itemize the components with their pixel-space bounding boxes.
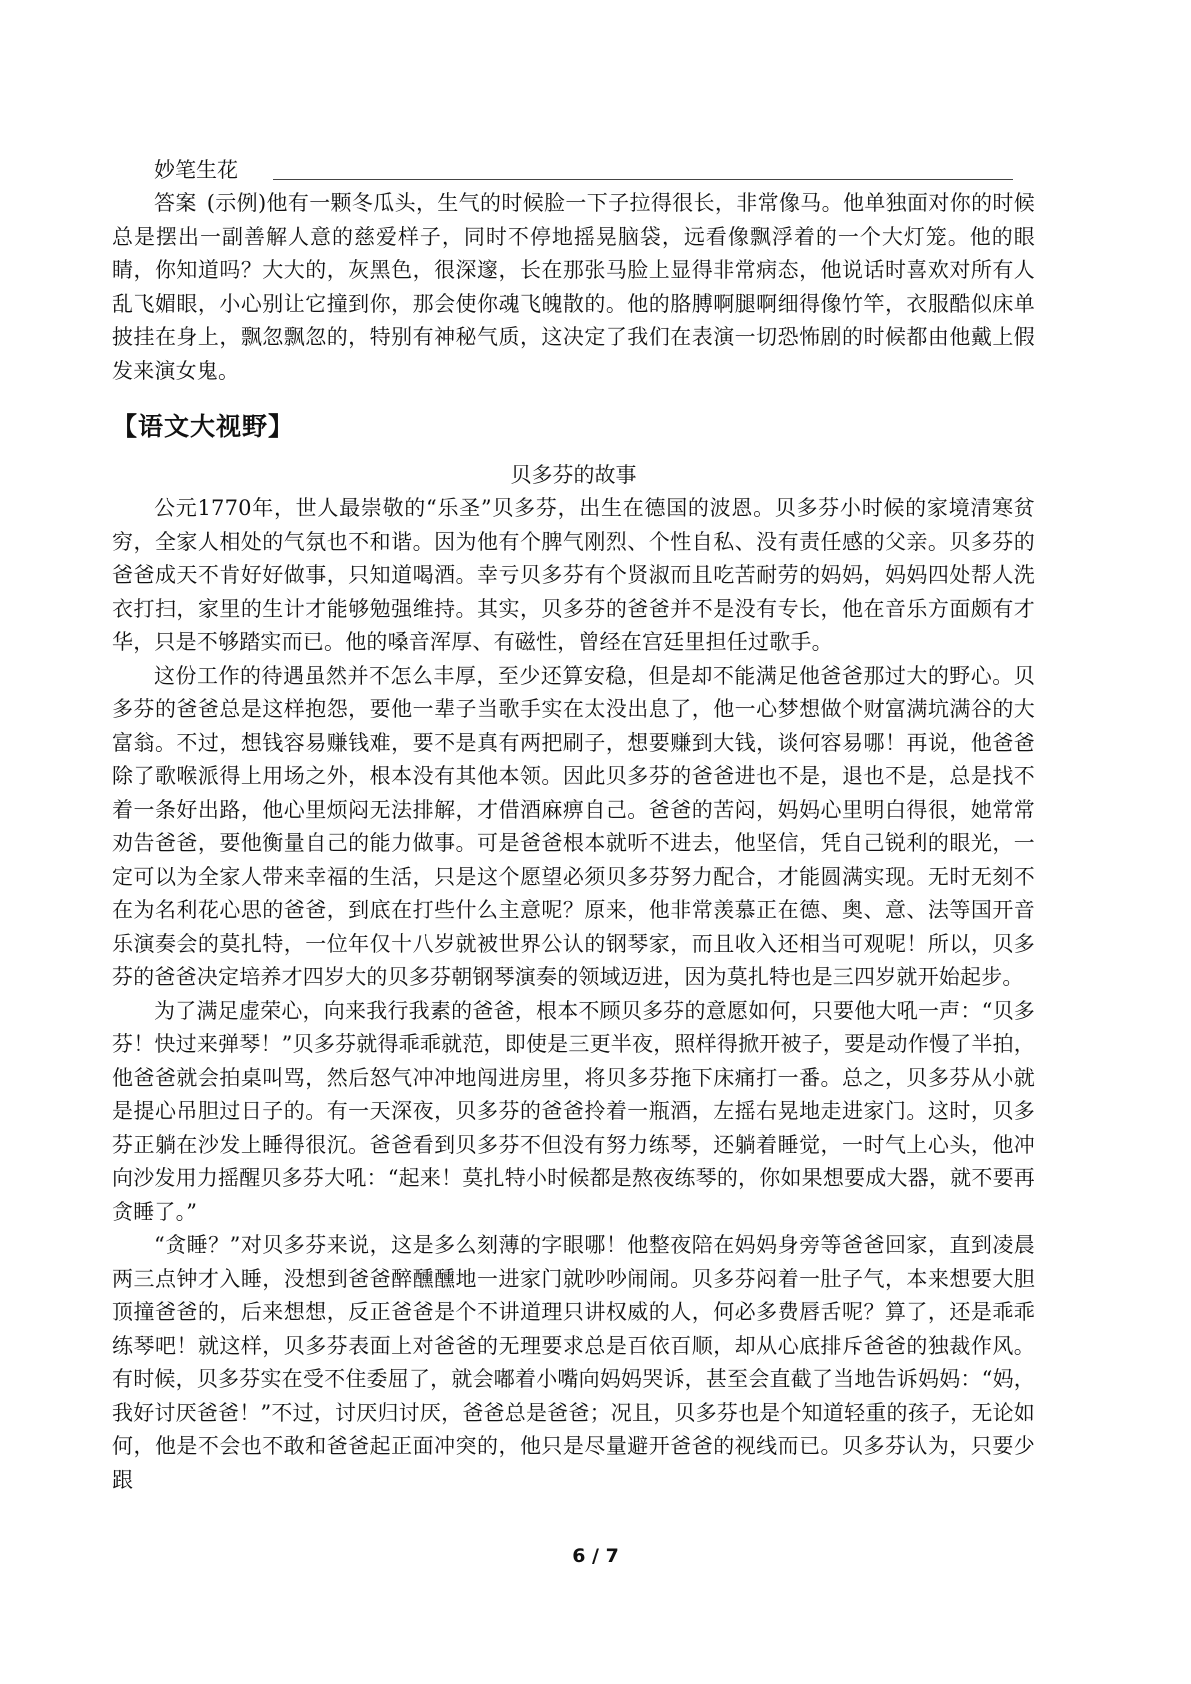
writing-prompt-label: 妙笔生花 (154, 158, 238, 182)
story-paragraph-1: 公元1770年，世人最崇敬的“乐圣”贝多芬，出生在德国的波恩。贝多芬小时候的家境清寒贫穷，全家人相处的气氛也不和谐。因为他有个脾气刚烈、个性自私、没有责任感的父亲。贝多芬的爸爸成天不肯好好做事，只知道喝酒。幸亏贝多芬有个贤淑而且吃苦耐劳的妈妈，妈妈四处帮人洗衣打扫，家里的生计才能够勉强维持。其实，贝多芬的爸爸并不是没有专长，他在音乐方面颇有才华，只是不够踏实而已。他的嗓音浑厚、有磁性，曾经在宫廷里担任过歌手。 (112, 496, 1035, 654)
page-content (112, 154, 1035, 1497)
story-paragraph-2: 这份工作的待遇虽然并不怎么丰厚，至少还算安稳，但是却不能满足他爸爸那过大的野心。贝多芬的爸爸总是这样抱怨，要他一辈子当歌手实在太没出息了，他一心梦想做个财富满坑满谷的大富翁。不过，想钱容易赚钱难，要不是真有两把刷子，想要赚到大钱，谈何容易哪！再说，他爸爸除了歌喉派得上用场之外，根本没有其他本领。因此贝多芬的爸爸进也不是，退也不是，总是找不着一条好出路，他心里烦闷无法排解，才借酒麻痹自己。爸爸的苦闷，妈妈心里明白得很，她常常劝告爸爸，要他衡量自己的能力做事。可是爸爸根本就听不进去，他坚信，凭自己锐利的眼光，一定可以为全家人带来幸福的生活，只是这个愿望必须贝多芬努力配合，才能圆满实现。无时无刻不在为名利花心思的爸爸，到底在打些什么主意呢？原来，他非常羡慕正在德、奥、意、法等国开音乐演奏会的莫扎特，一位年仅十八岁就被世界公认的钢琴家，而且收入还相当可观呢！所以，贝多芬的爸爸决定培养才四岁大的贝多芬朝钢琴演奏的领域迈进，因为莫扎特也是三四岁就开始起步。 (112, 663, 1035, 989)
answer-text: (示例)他有一颗冬瓜头，生气的时候脸一下子拉得很长，非常像马。他单独面对你的时候总是摆出一副善解人意的慈爱样子，同时不停地摇晃脑袋，远看像飘浮着的一个大灯笼。他的眼睛，你知道吗？大大的，灰黑色，很深邃，长在那张马脸上显得非常病态，他说话时喜欢对所有人乱飞媚眼，小心别让它撞到你，那会使你魂飞魄散的。他的胳膊啊腿啊细得像竹竿，衣服酷似床单披挂在身上，飘忽飘忽的，特别有神秘气质，这决定了我们在表演一切恐怖剧的时候都由他戴上假发来演女鬼。 (112, 191, 1035, 383)
answer-label: 答案 (154, 191, 197, 215)
story-paragraph-4: “贪睡？”对贝多芬来说，这是多么刻薄的字眼哪！他整夜陪在妈妈身旁等爸爸回家，直到凌晨两三点钟才入睡，没想到爸爸醉醺醺地一进家门就吵吵闹闹。贝多芬闷着一肚子气，本来想要大胆顶撞爸爸的，后来想想，反正爸爸是个不讲道理只讲权威的人，何必多费唇舌呢？算了，还是乖乖练琴吧！就这样，贝多芬表面上对爸爸的无理要求总是百依百顺，却从心底排斥爸爸的独裁作风。有时候，贝多芬实在受不住委屈了，就会嘟着小嘴向妈妈哭诉，甚至会直截了当地告诉妈妈：“妈，我好讨厌爸爸！”不过，讨厌归讨厌，爸爸总是爸爸；况且，贝多芬也是个知道轻重的孩子，无论如何，他是不会也不敢和爸爸起正面冲突的，他只是尽量避开爸爸的视线而已。贝多芬认为，只要少跟 (112, 1233, 1035, 1492)
answer-blank-line (273, 178, 1013, 180)
writing-prompt-row (112, 154, 1035, 187)
answer-paragraph (112, 187, 1035, 388)
story-paragraph-3: 为了满足虚荣心，向来我行我素的爸爸，根本不顾贝多芬的意愿如何，只要他大吼一声：“贝多芬！快过来弹琴！”贝多芬就得乖乖就范，即使是三更半夜，照样得掀开被子，要是动作慢了半拍，他爸爸就会拍桌叫骂，然后怒气冲冲地闯进房里，将贝多芬拖下床痛打一番。总之，贝多芬从小就是提心吊胆过日子的。有一天深夜，贝多芬的爸爸拎着一瓶酒，左摇右晃地走进家门。这时，贝多芬正躺在沙发上睡得很沉。爸爸看到贝多芬不但没有努力练琴，还躺着睡觉，一时气上心头，他冲向沙发用力摇醒贝多芬大吼：“起来！莫扎特小时候都是熬夜练琴的，你如果想要成大器，就不要再贪睡了。” (112, 998, 1035, 1224)
section-header: 【语文大视野】 (112, 412, 295, 441)
page-number: 6 / 7 (572, 1545, 619, 1567)
story-title: 贝多芬的故事 (510, 463, 637, 487)
